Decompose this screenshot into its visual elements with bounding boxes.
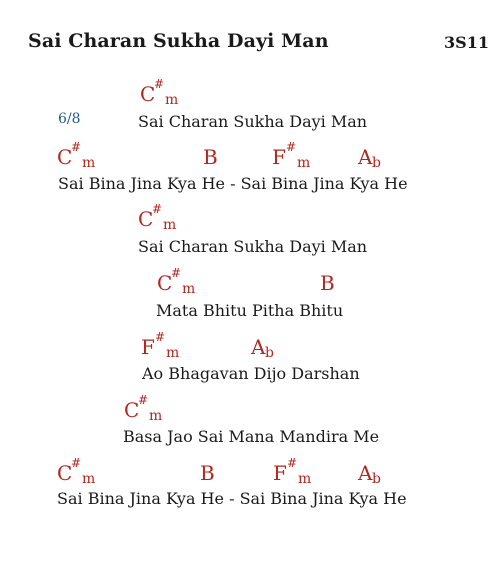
chord-root: A	[251, 335, 266, 359]
chord-quality: b	[372, 471, 381, 487]
chord-2-1	[57, 140, 96, 171]
chord-6-1	[124, 393, 163, 424]
chord-quality: m	[82, 155, 96, 171]
song-title: Sai Charan Sukha Dayi Man	[28, 30, 329, 52]
lyric-line-6: Basa Jao Sai Mana Mandira Me	[123, 427, 380, 446]
chord-quality: m	[182, 281, 196, 297]
chord-root: C	[57, 461, 73, 485]
chord-quality: b	[265, 345, 274, 361]
chord-2-3	[272, 140, 311, 171]
chord-quality: m	[149, 408, 163, 424]
chord-quality: m	[165, 92, 179, 108]
chord-accidental: #	[154, 77, 165, 91]
chord-2-2	[203, 147, 218, 167]
chord-quality: m	[298, 471, 312, 487]
chord-root: B	[203, 145, 218, 169]
chord-accidental: #	[71, 140, 82, 154]
chord-accidental: #	[287, 456, 298, 470]
chord-root: A	[358, 461, 373, 485]
lyric-line-3: Sai Charan Sukha Dayi Man	[138, 237, 368, 256]
chord-5-1	[141, 330, 180, 361]
lyric-line-5: Ao Bhagavan Dijo Darshan	[142, 364, 360, 383]
chord-quality: m	[82, 471, 96, 487]
lyric-line-7: Sai Bina Jina Kya He - Sai Bina Jina Kya He	[57, 489, 407, 508]
chord-2-4	[358, 145, 381, 171]
chord-root: F	[141, 335, 155, 359]
chord-root: F	[272, 145, 286, 169]
lyric-line-4: Mata Bhitu Pitha Bhitu	[156, 301, 344, 320]
chord-quality: b	[372, 155, 381, 171]
chord-7-2	[200, 463, 215, 483]
chord-4-1	[157, 266, 196, 297]
chord-7-3	[273, 456, 312, 487]
chord-quality: m	[166, 345, 180, 361]
time-signature: 6/8	[58, 111, 81, 127]
song-code: 3S11	[444, 33, 489, 52]
chord-root: C	[124, 398, 140, 422]
chord-root: A	[358, 145, 373, 169]
chord-root: C	[57, 145, 73, 169]
lyric-line-2: Sai Bina Jina Kya He - Sai Bina Jina Kya He	[58, 174, 408, 193]
chord-accidental: #	[71, 456, 82, 470]
chord-7-4	[358, 461, 381, 487]
lyric-line-1: Sai Charan Sukha Dayi Man	[138, 112, 368, 131]
chord-quality: m	[163, 217, 177, 233]
chord-5-2	[251, 335, 274, 361]
chord-root: B	[320, 271, 335, 295]
chord-root: C	[138, 207, 154, 231]
chord-accidental: #	[171, 266, 182, 280]
chord-3-1	[138, 202, 177, 233]
chord-quality: m	[297, 155, 311, 171]
chord-accidental: #	[286, 140, 297, 154]
chord-accidental: #	[138, 393, 149, 407]
chord-1-1	[140, 77, 179, 108]
chord-root: B	[200, 461, 215, 485]
chord-accidental: #	[152, 202, 163, 216]
chord-4-2	[320, 273, 335, 293]
chord-7-1	[57, 456, 96, 487]
chord-root: C	[157, 271, 173, 295]
chord-root: F	[273, 461, 287, 485]
chord-accidental: #	[155, 330, 166, 344]
chord-root: C	[140, 82, 156, 106]
